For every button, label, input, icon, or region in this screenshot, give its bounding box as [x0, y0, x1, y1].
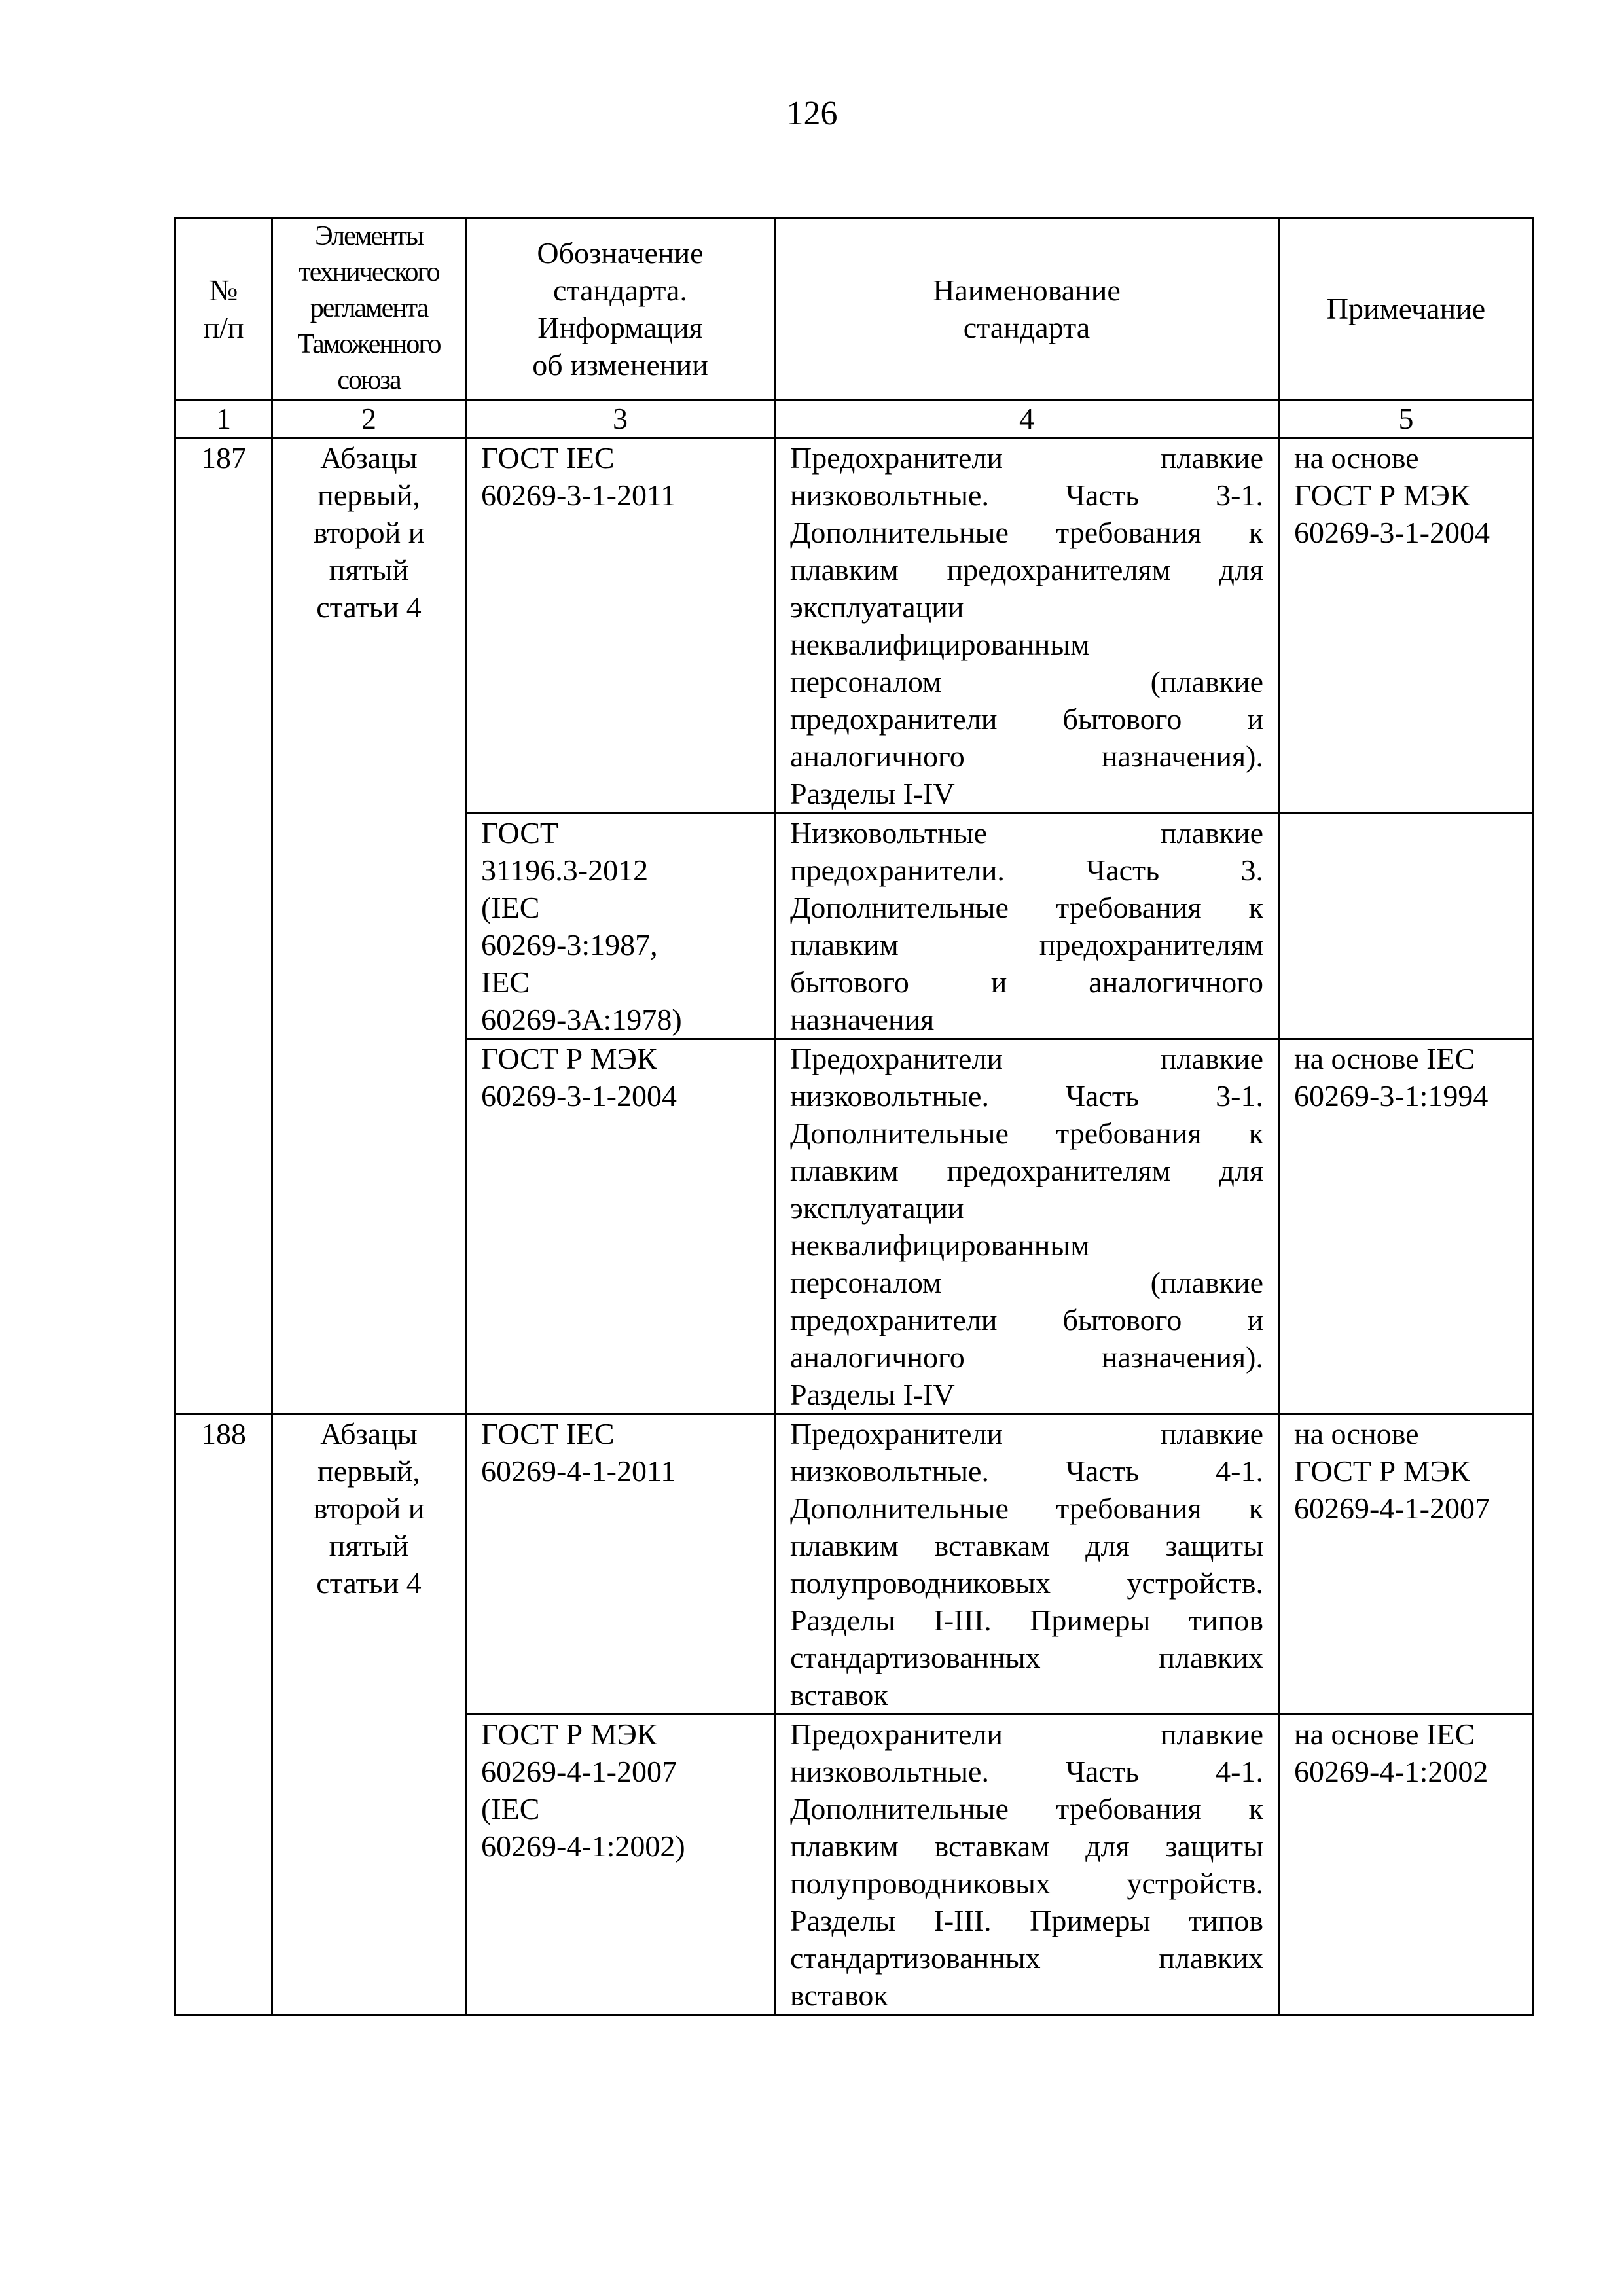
cell-line: технического [298, 257, 439, 287]
cell-line: статьи 4 [316, 590, 422, 624]
cell-line: первый, [317, 1454, 420, 1488]
cell-line: второй и [313, 516, 425, 549]
cell-line: союза [337, 365, 401, 395]
cell-line: низковольтные. Часть 4-1. [790, 1454, 1263, 1488]
cell-line: 60269-3:1987, [481, 928, 658, 961]
cell-line: плавким предохранителям [790, 928, 1263, 961]
cell-line: Таможенного [297, 329, 441, 359]
cell-line: ГОСТ IEC [481, 1417, 615, 1450]
regulation-elements [272, 1414, 466, 2015]
standard-note [1279, 1715, 1534, 2015]
cell-line: стандарта. [553, 273, 687, 307]
cell-line: ГОСТ Р МЭК [1294, 1454, 1470, 1488]
standard-designation [466, 439, 775, 814]
standard-note [1279, 814, 1534, 1039]
column-number-row [175, 400, 1534, 439]
header-col-elements [272, 218, 466, 400]
cell-line: 60269-4-1-2007 [1294, 1492, 1490, 1525]
cell-line: 60269-4-1-2007 [481, 1755, 677, 1788]
cell-line: персоналом (плавкие [790, 665, 1263, 698]
cell-line: назначения [790, 1003, 935, 1036]
cell-line: аналогичного назначения). [790, 740, 1263, 773]
cell-line: неквалифицированным [790, 628, 1090, 661]
standard-name [775, 1039, 1279, 1414]
column-number: 4 [775, 400, 1279, 439]
cell-line: эксплуатации [790, 1191, 964, 1225]
cell-line: п/п [203, 310, 244, 344]
table-body [175, 439, 1534, 2015]
cell-line: предохранители бытового и [790, 702, 1263, 736]
standard-designation [466, 1715, 775, 2015]
column-number: 2 [272, 400, 466, 439]
standard-name [775, 1715, 1279, 2015]
cell-line: Дополнительные требования к [790, 1117, 1263, 1150]
standard-note [1279, 1039, 1534, 1414]
cell-line: пятый [329, 553, 409, 586]
cell-line: Элементы [314, 221, 424, 251]
cell-line: (IEC [481, 1792, 540, 1825]
cell-line: 31196.3-2012 [481, 853, 649, 887]
cell-line: ГОСТ Р МЭК [1294, 478, 1470, 512]
cell-line: 60269-3-1:1994 [1294, 1079, 1489, 1113]
cell-line: предохранители. Часть 3. [790, 853, 1263, 887]
cell-line: № [209, 273, 238, 307]
cell-line: Дополнительные требования к [790, 1492, 1263, 1525]
standard-designation [466, 1039, 775, 1414]
cell-line: стандартизованных плавких [790, 1941, 1263, 1975]
header-row [175, 218, 1534, 400]
cell-line: 60269-3-1-2004 [481, 1079, 677, 1113]
cell-line: Наименование [933, 273, 1121, 307]
cell-line: плавким вставкам для защиты [790, 1529, 1263, 1562]
cell-line: на основе IEC [1294, 1042, 1475, 1075]
header-col-name [775, 218, 1279, 400]
cell-line: стандартизованных плавких [790, 1641, 1263, 1674]
cell-line: вставок [790, 1678, 888, 1712]
cell-line: Дополнительные требования к [790, 891, 1263, 924]
cell-line: плавким вставкам для защиты [790, 1829, 1263, 1863]
cell-line: плавким предохранителям для [790, 1154, 1263, 1187]
cell-line: низковольтные. Часть 4-1. [790, 1755, 1263, 1788]
cell-line: Дополнительные требования к [790, 1792, 1263, 1825]
cell-line: 60269-4-1:2002 [1294, 1755, 1489, 1788]
table-row [175, 1414, 1534, 1715]
standard-note [1279, 439, 1534, 814]
cell-line: 60269-4-1:2002) [481, 1829, 685, 1863]
cell-line: Дополнительные требования к [790, 516, 1263, 549]
cell-line: 60269-3-1-2004 [1294, 516, 1490, 549]
header-col-number [175, 218, 272, 400]
cell-line: полупроводниковых устройств. [790, 1867, 1263, 1900]
cell-line: Абзацы [320, 1417, 418, 1450]
cell-line: Разделы I-III. Примеры типов [790, 1604, 1263, 1637]
cell-line: 60269-4-1-2011 [481, 1454, 676, 1488]
standards-table [174, 217, 1534, 2016]
cell-line: 60269-3A:1978) [481, 1003, 682, 1036]
table-row [175, 439, 1534, 814]
cell-line: (IEC [481, 891, 540, 924]
cell-line: Предохранители плавкие [790, 1717, 1263, 1751]
cell-line: эксплуатации [790, 590, 964, 624]
cell-line: на основе [1294, 441, 1419, 475]
standard-name [775, 814, 1279, 1039]
cell-line: Обозначение [537, 236, 704, 270]
cell-line: Низковольтные плавкие [790, 816, 1263, 850]
page-number: 126 [786, 95, 838, 132]
cell-line: вставок [790, 1979, 888, 2012]
cell-line: Предохранители плавкие [790, 441, 1263, 475]
standard-name [775, 439, 1279, 814]
header-col-designation [466, 218, 775, 400]
cell-line: неквалифицированным [790, 1229, 1090, 1262]
regulation-elements [272, 439, 466, 1414]
header-col-note [1279, 218, 1534, 400]
cell-line: Абзацы [320, 441, 418, 475]
cell-line: предохранители бытового и [790, 1303, 1263, 1336]
cell-line: Разделы I-IV [790, 1378, 955, 1411]
cell-line: 60269-3-1-2011 [481, 478, 676, 512]
standard-designation [466, 1414, 775, 1715]
cell-line: регламента [310, 293, 428, 323]
cell-line: Разделы I-III. Примеры типов [790, 1904, 1263, 1937]
cell-line: пятый [329, 1529, 409, 1562]
cell-line: стандарта [963, 310, 1091, 344]
cell-line: Примечание [1326, 292, 1486, 325]
cell-line: IEC [481, 965, 530, 999]
cell-line: статьи 4 [316, 1566, 422, 1600]
standard-name [775, 1414, 1279, 1715]
cell-line: Информация [537, 310, 703, 344]
column-number: 3 [466, 400, 775, 439]
cell-line: Предохранители плавкие [790, 1417, 1263, 1450]
standard-designation [466, 814, 775, 1039]
standard-note [1279, 1414, 1534, 1715]
cell-line: Предохранители плавкие [790, 1042, 1263, 1075]
cell-line: на основе [1294, 1417, 1419, 1450]
cell-line: низковольтные. Часть 3-1. [790, 1079, 1263, 1113]
cell-line: бытового и аналогичного [790, 965, 1263, 999]
cell-line: второй и [313, 1492, 425, 1525]
cell-line: ГОСТ IEC [481, 441, 615, 475]
cell-line: ГОСТ Р МЭК [481, 1042, 657, 1075]
cell-line: аналогичного назначения). [790, 1340, 1263, 1374]
cell-line: Разделы I-IV [790, 777, 955, 810]
row-number: 187 [175, 439, 272, 1414]
cell-line: на основе IEC [1294, 1717, 1475, 1751]
cell-line: полупроводниковых устройств. [790, 1566, 1263, 1600]
cell-line: об изменении [532, 348, 708, 382]
cell-line: ГОСТ Р МЭК [481, 1717, 657, 1751]
column-number: 5 [1279, 400, 1534, 439]
cell-line: ГОСТ [481, 816, 559, 850]
cell-line: низковольтные. Часть 3-1. [790, 478, 1263, 512]
cell-line: плавким предохранителям для [790, 553, 1263, 586]
column-number: 1 [175, 400, 272, 439]
cell-line: первый, [317, 478, 420, 512]
row-number: 188 [175, 1414, 272, 2015]
cell-line: персоналом (плавкие [790, 1266, 1263, 1299]
